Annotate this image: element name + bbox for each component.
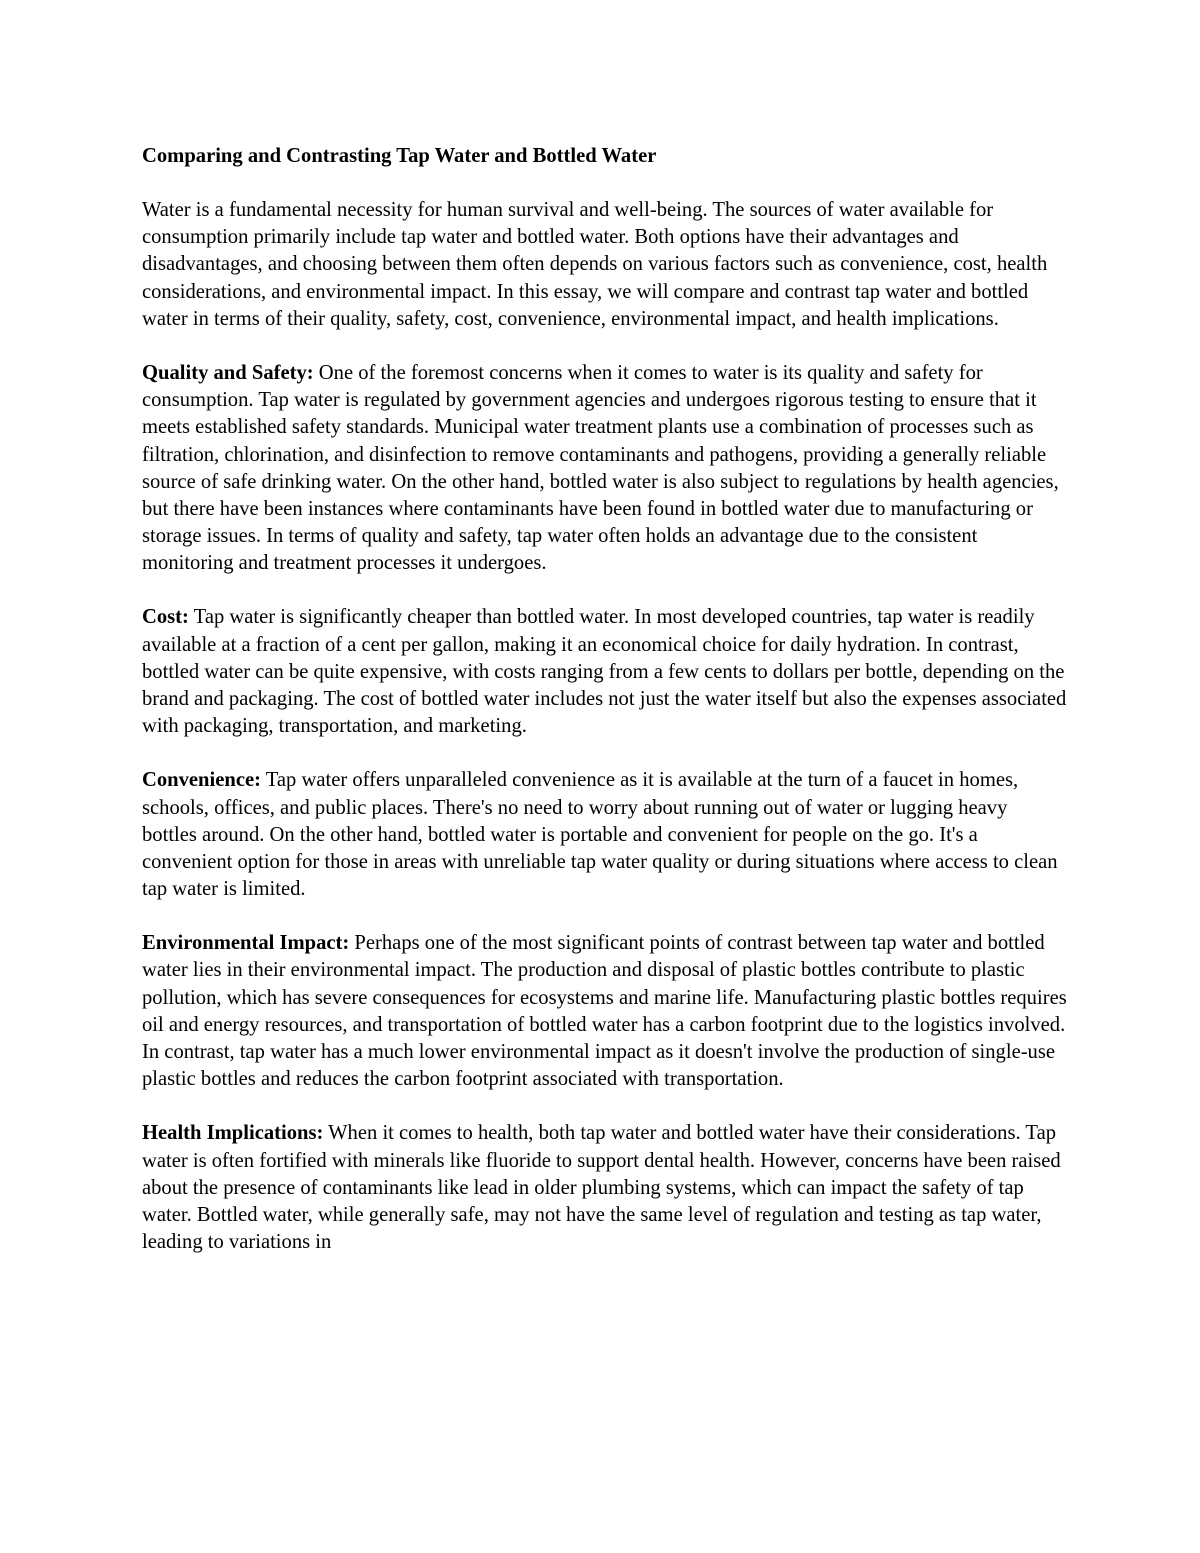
- section-heading: Health Implications:: [142, 1122, 324, 1145]
- section-heading: Quality and Safety:: [142, 362, 314, 385]
- section-quality-safety: [142, 360, 1067, 577]
- section-environmental-impact: [142, 930, 1067, 1093]
- section-heading: Convenience:: [142, 769, 261, 792]
- section-heading: Environmental Impact:: [142, 932, 350, 955]
- document-title: Comparing and Contrasting Tap Water and Bottled Water: [142, 145, 657, 167]
- section-text: Tap water is significantly cheaper than bottled water. In most developed countries, tap water is readily available at a fraction of a cent per gallon, making it an economical choice for daily hydration. In contrast, bottled water can be quite expensive, with costs ranging from a few cents to dollars per bottle, depending on the brand and packaging. The cost of bottled water includes not just the water itself but also the expenses associated with packaging, transportation, and marketing.: [142, 606, 1067, 738]
- section-text: One of the foremost concerns when it comes to water is its quality and safety for consumption. Tap water is regulated by government agencies and undergoes rigorous testing to ensure that it meets established safety standards. Municipal water treatment plants use a combination of processes such as filtration, chlorination, and disinfection to remove contaminants and pathogens, providing a generally reliable source of safe drinking water. On the other hand, bottled water is also subject to regulations by health agencies, but there have been instances where contaminants have been found in bottled water due to manufacturing or storage issues. In terms of quality and safety, tap water often holds an advantage due to the consistent monitoring and treatment processes it undergoes.: [142, 362, 1059, 575]
- section-convenience: [142, 767, 1067, 903]
- section-cost: [142, 604, 1067, 740]
- intro-paragraph: Water is a fundamental necessity for human survival and well-being. The sources of water available for consumption primarily include tap water and bottled water. Both options have their advantages and disadvantages, and choosing between them often depends on various factors such as convenience, cost, health considerations, and environmental impact. In this essay, we will compare and contrast tap water and bottled water in terms of their quality, safety, cost, convenience, environmental impact, and health implications.: [142, 199, 1048, 330]
- section-text: When it comes to health, both tap water and bottled water have their considerations. Tap water is often fortified with minerals like fluoride to support dental health. However, concerns have been raised about the presence of contaminants like lead in older plumbing systems, which can impact the safety of tap water. Bottled water, while generally safe, may not have the same level of regulation and testing as tap water, leading to variations in: [142, 1122, 1061, 1254]
- section-text: Tap water offers unparalleled convenience as it is available at the turn of a faucet in homes, schools, offices, and public places. There's no need to worry about running out of water or lugging heavy bottles around. On the other hand, bottled water is portable and convenient for people on the go. It's a convenient option for those in areas with unreliable tap water quality or during situations where access to clean tap water is limited.: [142, 769, 1058, 901]
- section-health-implications: [142, 1120, 1067, 1256]
- section-heading: Cost:: [142, 606, 189, 629]
- document-body: [142, 143, 1067, 1256]
- section-text: Perhaps one of the most significant points of contrast between tap water and bottled water lies in their environmental impact. The production and disposal of plastic bottles contribute to plastic pollution, which has severe consequences for ecosystems and marine life. Manufacturing plastic bottles requires oil and energy resources, and transportation of bottled water has a carbon footprint due to the logistics involved. In contrast, tap water has a much lower environmental impact as it doesn't involve the production of single-use plastic bottles and reduces the carbon footprint associated with transportation.: [142, 932, 1067, 1091]
